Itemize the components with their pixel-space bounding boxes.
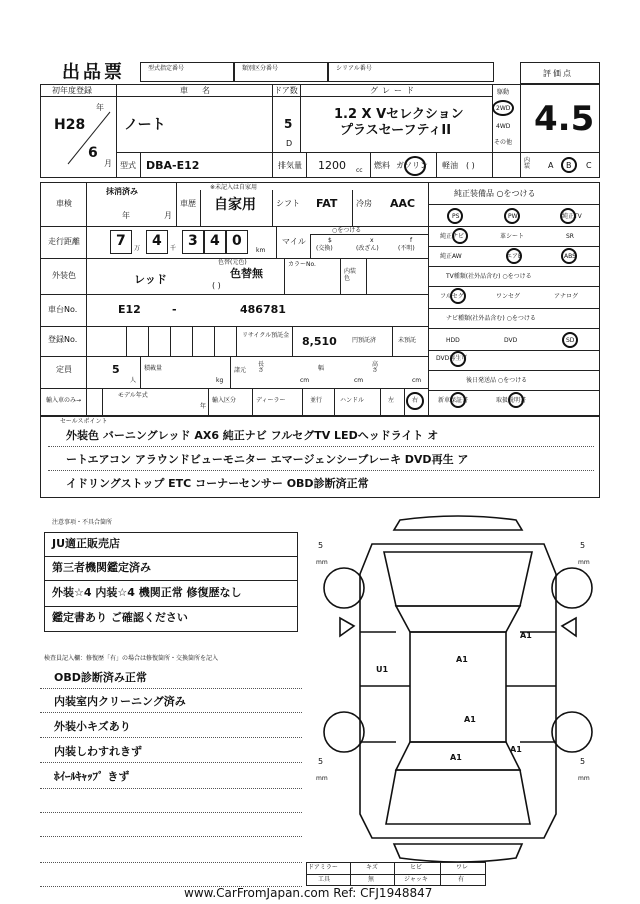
drive-4wd: 4WD (496, 123, 511, 130)
fuel-other: ( ) (466, 161, 475, 170)
ac-value: AAC (390, 197, 416, 210)
capacity-value: 5 (112, 363, 120, 376)
tv-fullseg: フルセグ (440, 293, 464, 300)
navi-dvd: DVD (504, 337, 518, 344)
note-3: 外装☆4 内装☆4 機関正常 修復歴なし (52, 586, 242, 599)
inspector-note-4: 内装しわすれきず (54, 745, 142, 758)
tread-fr-value: 5 (580, 541, 586, 550)
mile-label: マイル (282, 237, 306, 246)
interior-b-circle (561, 157, 577, 173)
repaint-value: 色替無 (230, 267, 263, 280)
watermark: www.CarFromJapan.com Ref: CFJ1948847 (184, 886, 433, 900)
chassis-number: 486781 (240, 303, 286, 316)
meter-unknown-symbol: f (410, 237, 413, 244)
damage-u1: U1 (376, 665, 389, 674)
tread-rr-unit: mm (578, 775, 590, 782)
history-label: 車歴 (180, 199, 196, 208)
chassis-prefix: E12 (118, 303, 141, 316)
model-code: DBA-E12 (146, 159, 200, 172)
drive-2wd: 2WD (496, 105, 511, 112)
history-note: ※未記入は自家用 (210, 184, 258, 191)
chassis-dash: - (172, 303, 177, 316)
sales-point-line-2: ートエアコン アラウンドビューモニター エマージェンシーブレーキ DVD再生 ア (66, 453, 469, 466)
width-unit: cm (354, 377, 364, 384)
recycle-label: リサイクル預託金 (242, 332, 290, 339)
navi-sd-circle (562, 332, 578, 348)
mileage-digit-5: 0 (232, 233, 242, 249)
import-class-label: 輸入区分 (212, 397, 237, 404)
door-suffix: D (286, 139, 293, 148)
fuel-diesel: 軽油 (442, 161, 458, 170)
handle-right: 右 (412, 397, 419, 404)
tv-oneseg: ワンセグ (496, 293, 521, 300)
length-label: 長さ (258, 361, 265, 374)
grade-line-2: プラスセーフティII (340, 123, 452, 138)
equip-pw-circle (504, 208, 520, 224)
interior-color-label: 内装色 (344, 268, 357, 283)
legend-scratch: キズ (366, 864, 378, 871)
car-name: ノート (124, 117, 166, 133)
tread-rr-value: 5 (580, 757, 586, 766)
shift-value: FAT (316, 197, 338, 210)
first-reg-label: 初年度登録 (52, 86, 92, 95)
sales-point-label: セールスポイント (60, 418, 108, 425)
equip-navi: 純正ナビ (440, 233, 465, 240)
grade-label: グレード (370, 86, 418, 95)
car-damage-diagram (300, 514, 616, 870)
note-1: JU適正販売店 (52, 537, 121, 550)
docs-warranty-circle (450, 392, 466, 408)
tv-analog: アナログ (554, 293, 579, 300)
length-unit: cm (300, 377, 310, 384)
meter-tamper: (改ざん) (356, 245, 379, 252)
interior-label: 内装 (524, 157, 531, 170)
meter-exchange-symbol: $ (328, 237, 332, 244)
docs-warranty: 新車保証書 (438, 397, 469, 404)
height-label: 高さ (372, 361, 379, 374)
docs-title: 後日発送品 ○をつける (466, 377, 528, 384)
ac-label: 冷房 (356, 199, 372, 208)
legend-jack: ジャッキ (404, 876, 428, 883)
capacity-label: 定員 (56, 365, 72, 374)
inspector-note-5: ﾎｲｰﾙｷｬｯﾌﾟ きず (54, 770, 130, 783)
drive-label: 駆動 (497, 89, 510, 96)
legend-jack-value: 有 (458, 876, 465, 883)
sheet-title: 出品票 (62, 62, 125, 83)
equip-sr: SR (566, 233, 574, 240)
notes-label: 注意事項・不具合箇所 (52, 519, 113, 526)
tv-type-title: TV種類(社外品含む) ○をつける (446, 273, 532, 280)
inspector-note-1: OBD診断済み正常 (54, 671, 147, 684)
navi-type-title: ナビ種類(社外品含む) ○をつける (446, 315, 536, 322)
tv-fullseg-circle (450, 288, 466, 304)
equip-pw: PW (508, 213, 518, 220)
reg-no-label: 登録No. (48, 335, 78, 344)
interior-b: B (566, 161, 572, 170)
doors-label: ドア数 (274, 86, 298, 95)
model-year-unit: 年 (200, 403, 207, 410)
model-no-label: 型式指定番号 (148, 65, 185, 72)
inspection-year-unit: 年 (122, 211, 130, 220)
recycle-amount: 8,510 (302, 335, 337, 348)
handle-left: 左 (388, 397, 395, 404)
equipment-title: 純正装備品 ○をつける (454, 189, 536, 198)
fuel-label: 燃料 (374, 161, 390, 170)
import-dealer: ディーラー (256, 397, 286, 404)
displacement-label: 排気量 (278, 161, 302, 170)
import-only-label: 輸入車のみ→ (46, 397, 82, 404)
meter-tamper-symbol: x (370, 237, 374, 244)
handle-label: ハンドル (340, 397, 365, 404)
sales-point-line-1: 外装色 バーニングレッド AX6 純正ナビ フルセグTV LEDヘッドライト オ (66, 429, 439, 442)
mileage-label: 走行距離 (48, 237, 80, 246)
dims-label: 諸元 (234, 367, 247, 374)
model-label: 型式 (120, 161, 136, 170)
legend-crack: ヒビ (410, 864, 423, 871)
interior-a: A (548, 161, 554, 170)
repaint-label: 色替(元色) (218, 259, 247, 266)
inspector-note-2: 内装室内クリーニング済み (54, 695, 186, 708)
inspection-month-unit: 月 (164, 211, 172, 220)
month-unit: 月 (104, 159, 112, 168)
equip-aw: 純正AW (440, 253, 462, 260)
mileage-unit-man: 万 (134, 245, 141, 252)
repaint-original: ( ) (212, 281, 221, 290)
note-4: 鑑定書あり ご確認ください (52, 611, 188, 624)
mileage-digit-2: 4 (152, 233, 162, 249)
tread-rl-value: 5 (318, 757, 324, 766)
equip-airbag-circle (506, 248, 522, 264)
tread-fl-value: 5 (318, 541, 324, 550)
first-reg-year: H28 (54, 117, 86, 133)
equip-abs: ABS (564, 253, 576, 260)
grade-line-1: 1.2 X Vセレクション (334, 107, 464, 122)
navi-sd: SD (566, 337, 575, 344)
tread-rl-unit: mm (316, 775, 328, 782)
exterior-color: レッド (134, 273, 167, 286)
handle-right-circle (406, 392, 424, 410)
legend-break: ワレ (456, 864, 469, 871)
inspector-label: 検査員記入欄：修復歴「有」の場合は修復箇所・交換箇所を記入 (44, 655, 219, 662)
height-unit: cm (412, 377, 422, 384)
mileage-digit-3: 3 (188, 233, 198, 249)
mileage-digit-1: 7 (116, 233, 126, 249)
docs-manual-circle (508, 392, 524, 408)
width-label: 幅 (318, 365, 325, 372)
equip-ps-circle (447, 208, 463, 224)
legend-tools: 工具 (318, 876, 331, 883)
history-value: 自家用 (214, 197, 256, 213)
door-count: 5 (284, 117, 293, 131)
damage-a1-5: A1 (450, 753, 462, 762)
damage-a1-3: A1 (464, 715, 476, 724)
meter-exchange: (交換) (316, 245, 333, 252)
meter-circle-hint: ○をつける (332, 227, 362, 234)
equip-tv-circle (560, 208, 576, 224)
damage-a1-2: A1 (456, 655, 468, 664)
evaluation-score: 4.5 (534, 99, 595, 139)
model-year-label: モデル年式 (118, 392, 148, 399)
car-name-label: 車名 (180, 86, 224, 95)
meter-unknown: (不明) (398, 245, 415, 252)
tread-fr-unit: mm (578, 559, 590, 566)
load-unit: kg (216, 377, 224, 384)
dvd-play: DVD再生可 (436, 355, 468, 362)
chassis-label: 車台No. (48, 305, 78, 314)
exterior-label: 外装色 (52, 271, 76, 280)
inspection-label: 車検 (56, 199, 72, 208)
equip-ps: PS (452, 213, 460, 220)
color-no-label: カラーNo. (288, 261, 316, 268)
tread-fl-unit: mm (316, 559, 328, 566)
note-2: 第三者機関鑑定済み (52, 561, 151, 574)
capacity-unit: 人 (130, 377, 137, 384)
interior-c: C (586, 161, 592, 170)
first-reg-month: 6 (88, 145, 98, 161)
year-unit: 年 (96, 103, 104, 112)
equip-navi-circle (452, 228, 468, 244)
damage-a1-4: A1 (510, 745, 522, 754)
legend-tools-value: 無 (368, 876, 375, 883)
dvd-play-circle (450, 351, 466, 367)
mileage-digit-4: 4 (210, 233, 220, 249)
mileage-unit-sen: 千 (170, 245, 177, 252)
shift-label: シフト (276, 199, 300, 208)
score-label: 評価点 (543, 69, 573, 78)
load-label: 積載量 (144, 365, 163, 372)
fuel-gasoline: ガソリン (396, 161, 428, 170)
equip-abs-circle (561, 248, 577, 264)
equip-airbag: エアB (506, 253, 523, 260)
mileage-unit-km: km (256, 247, 266, 254)
class-no-label: 類別区分番号 (242, 65, 279, 72)
import-parallel: 並行 (310, 397, 323, 404)
cc-unit: cc (356, 167, 363, 174)
recycle-unpaid: 未預託 (398, 337, 417, 344)
equip-leather: 革シート (500, 233, 525, 240)
legend-mirror: ドアミラー (308, 864, 338, 871)
serial-no-label: シリアル番号 (336, 65, 372, 72)
recycle-paid: 円預託済 (352, 337, 377, 344)
fuel-gasoline-circle (404, 156, 426, 176)
damage-a1-1: A1 (520, 631, 532, 640)
drive-other: その他 (494, 139, 513, 146)
drive-2wd-circle (492, 100, 514, 116)
displacement-value: 1200 (318, 159, 346, 172)
equip-tv: 純正TV (562, 213, 582, 220)
inspector-note-3: 外装小キズあり (54, 720, 131, 733)
inspection-value: 抹消済み (106, 187, 138, 196)
sales-point-line-3: イドリングストップ ETC コーナーセンサー OBD診断済正常 (66, 477, 369, 490)
navi-hdd: HDD (446, 337, 460, 344)
docs-manual: 取扱説明書 (496, 397, 527, 404)
